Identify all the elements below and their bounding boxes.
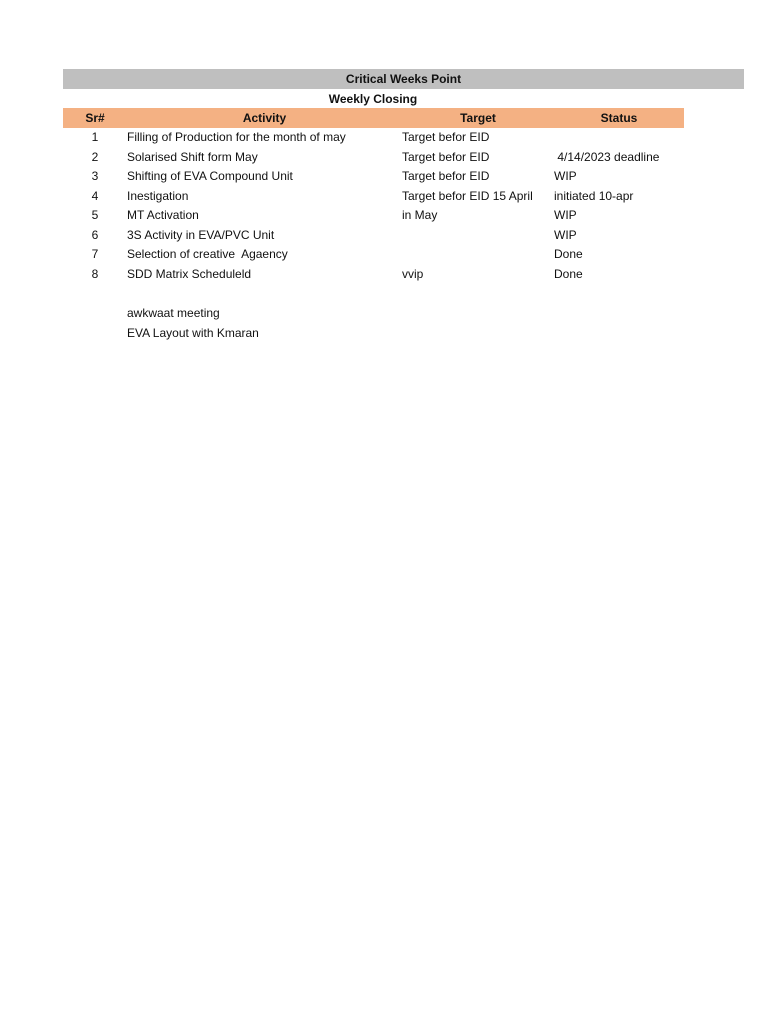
cell-target: in May [402,208,438,222]
header-status: Status [600,111,638,125]
header-activity: Activity [242,111,287,125]
table-row [63,148,684,168]
table-body [63,128,684,284]
note-line: awkwaat meeting [127,306,220,320]
header-target: Target [460,111,496,125]
cell-status [554,128,684,148]
cell-sr: 7 [91,247,99,261]
cell-sr: 4 [91,188,99,203]
cell-sr: 3 [91,169,99,183]
header-sr: Sr# [85,111,105,125]
cell-status: initiated 10-apr [554,188,634,203]
cell-activity: Filling of Production for the month of may [127,130,346,144]
cell-activity: MT Activation [127,208,199,222]
title-bar [63,69,744,89]
sheet-subtitle: Weekly Closing [328,91,418,106]
table-row [63,187,684,207]
cell-target: vvip [402,266,424,281]
cell-target [402,245,554,265]
cell-activity: Selection of creative Agaency [127,247,288,261]
cell-sr: 5 [91,208,99,222]
table-row [63,128,684,148]
cell-activity: Inestigation [127,188,189,203]
cell-status: WIP [554,227,577,242]
cell-sr: 6 [91,227,99,242]
cell-status: WIP [554,169,577,183]
cell-target [402,226,554,246]
table-row [63,206,684,226]
cell-target: Target befor EID 15 April [402,188,533,203]
table-row [63,245,684,265]
cell-target: Target befor EID [402,149,490,164]
cell-status: Done [554,247,583,261]
table-header-row [63,108,684,128]
table-row [63,226,684,246]
note-line: EVA Layout with Kmaran [127,325,259,340]
cell-sr: 8 [91,266,99,281]
notes-section [127,304,527,343]
sheet-title: Critical Weeks Point [345,72,462,86]
table-row [63,167,684,187]
cell-sr: 2 [91,149,99,164]
cell-sr: 1 [91,130,99,144]
cell-target: Target befor EID [402,169,490,183]
table-row [63,265,684,285]
cell-activity: 3S Activity in EVA/PVC Unit [127,227,275,242]
cell-target: Target befor EID [402,130,490,144]
cell-activity: Solarised Shift form May [127,149,258,164]
cell-status: WIP [554,208,577,222]
cell-status: 4/14/2023 deadline [554,149,660,164]
cell-status: Done [554,266,583,281]
cell-activity: SDD Matrix Scheduleld [127,266,252,281]
cell-activity: Shifting of EVA Compound Unit [127,169,293,183]
